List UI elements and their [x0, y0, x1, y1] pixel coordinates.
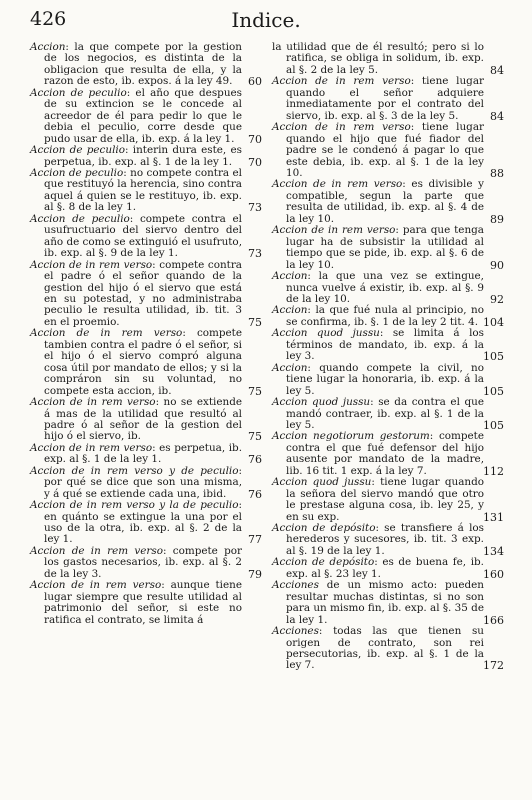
entry-page-ref: 105 — [483, 384, 504, 398]
index-entry — [30, 260, 262, 329]
running-title: Indice. — [231, 8, 301, 32]
index-entry — [30, 466, 262, 500]
index-entry — [272, 328, 504, 362]
entry-term: Accion quod jussu — [272, 327, 380, 340]
index-entry — [30, 443, 262, 466]
entry-text: de un mismo acto: pueden resultar muchas distintas, si no son para un mismo fin, ib. exp. al §. 35 de la ley 1. — [286, 579, 484, 626]
entry-page-ref: 79 — [248, 567, 262, 581]
index-entry — [30, 168, 262, 214]
entry-page-ref: 166 — [483, 613, 504, 627]
entry-term: Accion de in rem verso — [30, 544, 163, 557]
entry-text: : compete tambien contra el padre ó el señor, si el hijo ó el siervo compró alguna cosa útil por mandato de ellos; y si la compráron sin su voluntad, no compete esta accion, ib. — [44, 327, 243, 397]
entry-term: Accion — [272, 361, 308, 374]
entry-text: : por qué se dice que son una misma, y á qué se extiende cada una, ibid. — [44, 464, 242, 500]
index-entry — [30, 88, 262, 145]
entry-text: : no se extiende á mas de la utilidad que resultó al padre ó al señor de la gestion del hijo ó el siervo, ib. — [44, 396, 243, 443]
entry-page-ref: 84 — [490, 109, 504, 123]
entry-page-ref: 172 — [483, 659, 504, 673]
index-entry — [30, 145, 262, 168]
index-entry — [272, 431, 504, 477]
entry-text: : todas las que tienen su origen de contrato, son rei persecutorias, ib. exp. al §. 1 de la ley 7. — [286, 625, 484, 672]
index-entry — [272, 626, 504, 672]
index-entry — [272, 179, 504, 225]
entry-term: Accion de in rem verso — [30, 396, 156, 409]
index-entry — [30, 328, 262, 397]
entry-term: Accion de in rem verso — [30, 441, 153, 454]
entry-text: : aunque tiene lugar siempre que resulte utilidad al patrimonio del señor, si este no ratifica el contrato, se limita á — [44, 579, 243, 626]
entry-text: : interin dura este, es perpetua, ib. exp. al §. 1 de la ley 1. — [44, 144, 242, 168]
index-entry — [272, 122, 504, 179]
entry-term: Accion — [272, 304, 308, 317]
entry-term: Accion quod jussu — [272, 396, 371, 409]
entry-text: : se limita á los términos de mandato, ib. exp. á la ley 3. — [286, 327, 484, 363]
index-entry — [30, 42, 262, 88]
entry-term: Accion de peculio — [30, 144, 125, 157]
entry-text: : para que tenga lugar ha de subsistir la utilidad al tiempo que se pide, ib. exp. al §. 6 de la ley 10. — [286, 224, 484, 271]
entry-text: : compete contra el usufructuario del siervo dentro del año de como se extinguió el usufruto, ib. exp. al §. 9 de la ley 1. — [44, 212, 242, 260]
index-entry — [30, 546, 262, 580]
index-column-left — [30, 42, 262, 626]
entry-text: : es de buena fe, ib. exp. al §. 23 ley 1. — [286, 556, 484, 580]
page-header — [30, 8, 502, 36]
entry-page-ref: 131 — [483, 510, 504, 524]
index-entry — [30, 214, 262, 260]
entry-page-ref: 76 — [248, 453, 262, 467]
entry-page-ref: 92 — [490, 292, 504, 306]
entry-text: : compete por los gastos necesarios, ib. exp. al §. 2 de la ley 3. — [44, 544, 242, 580]
entry-text: : la que fué nula al principio, no se confirma, ib. §. 1 de la ley 2 tit. 4. — [286, 304, 484, 328]
entry-text: : se transfiere á los herederos y sucesores, ib. tit. 3 exp. al §. 19 de la ley 1. — [286, 522, 484, 557]
entry-page-ref: 88 — [490, 166, 504, 180]
entry-page-ref: 73 — [248, 247, 262, 261]
index-entry — [272, 76, 504, 122]
entry-page-ref: 90 — [490, 258, 504, 272]
index-column-right — [272, 42, 504, 672]
entry-text: : no compete contra el que restituyó la herencia, sino contra aquel á quien se le restituyo, ib. exp. al §. 8 de la ley 1. — [44, 166, 242, 214]
entry-term: Accion negotiorum gestorum — [272, 430, 430, 443]
entry-text: : tiene lugar quando la señora del siervo mandó que otro le prestase alguna cosa, ib. ley 25, y en su exp. — [286, 476, 484, 523]
index-entry — [30, 500, 262, 546]
entry-text: : la que una vez se extingue, nunca vuelve á existir, ib. exp. al §. 9 de la ley 10. — [286, 270, 484, 305]
entry-page-ref: 160 — [483, 567, 504, 581]
entry-page-ref: 70 — [248, 132, 262, 146]
index-entry — [272, 523, 504, 557]
entry-term: Accion de in rem verso — [272, 224, 396, 237]
entry-term: Accion de depósito — [272, 556, 375, 569]
page-number: 426 — [30, 8, 67, 30]
index-entry — [30, 580, 262, 626]
entry-term: Accion de in rem verso — [272, 121, 411, 134]
entry-term: Accion de peculio — [30, 166, 124, 179]
index-entry — [272, 477, 504, 523]
index-entry — [30, 397, 262, 443]
index-entry — [272, 580, 504, 626]
index-entry — [272, 397, 504, 431]
entry-page-ref: 60 — [248, 75, 262, 89]
entry-term: Accion — [272, 270, 308, 283]
entry-page-ref: 105 — [483, 418, 504, 432]
index-entry — [272, 271, 504, 305]
entry-text: : la que compete por la gestion de los negocios, es distinta de la obligacion que resulta de ella, y la razon de esto, ib. expos. á la ley 49. — [44, 41, 242, 88]
entry-page-ref: 84 — [490, 63, 504, 77]
entry-page-ref: 112 — [483, 464, 504, 478]
entry-text: : se da contra el que mandó contraer, ib. exp. al §. 1 de la ley 5. — [286, 396, 484, 431]
entry-term: Accion de in rem verso — [30, 579, 162, 592]
entry-term: Accion de in rem verso y de peculio — [30, 464, 239, 477]
index-entry — [272, 225, 504, 271]
entry-page-ref: 73 — [248, 201, 262, 215]
entry-text: : en quánto se extingue la una por el uso de la otra, ib. exp. al §. 2 de la ley 1. — [44, 499, 242, 546]
entry-page-ref: 75 — [248, 430, 262, 444]
entry-page-ref: 89 — [490, 212, 504, 226]
entry-page-ref: 134 — [483, 544, 504, 558]
entry-page-ref: 75 — [248, 315, 262, 329]
entry-term: Accion de peculio — [30, 86, 127, 99]
entry-term: Acciones — [272, 625, 319, 638]
entry-text: : es divisible y compatible, segun la parte que resulta de utilidad, ib. exp. al §. 4 de la ley 10. — [286, 178, 484, 225]
entry-text: : tiene lugar quando el hijo que fué fiador del padre se le condenó á pagar lo que este debia, ib. exp. al §. 1 de la ley 10. — [286, 121, 484, 179]
entry-page-ref: 104 — [483, 315, 504, 329]
index-entry — [272, 557, 504, 580]
entry-text: la utilidad que de él resultó; pero si lo ratifica, se obliga in solidum, ib. exp. al §. 2 de la ley 5. — [272, 41, 484, 76]
index-entry — [272, 42, 504, 76]
index-entry — [272, 363, 504, 397]
entry-page-ref: 77 — [248, 533, 262, 547]
entry-page-ref: 105 — [483, 350, 504, 364]
entry-text: : el año que despues de su extincion se le concede al acreedor de él para pedir lo que le debia el peculio, corre desde que pudo usar de ella, ib. exp. á la ley 1. — [44, 86, 242, 145]
entry-term: Accion quod jussu — [272, 476, 372, 489]
entry-term: Accion de depósito — [272, 522, 376, 535]
index-entry — [272, 305, 504, 328]
entry-text: : compete contra el que fué defensor del hijo ausente por mandato de la madre, lib. 16 tit. 1 exp. á la ley 7. — [286, 430, 484, 477]
entry-text: : tiene lugar quando el señor adquiere inmediatamente por el contrato del siervo, ib. exp. al §. 3 de la ley 5. — [286, 75, 484, 122]
entry-term: Accion — [30, 41, 66, 53]
entry-text: : es perpetua, ib. exp. al §. 1 de la ley 1. — [44, 441, 242, 466]
entry-term: Accion de in rem verso — [30, 327, 183, 340]
entry-term: Accion de in rem verso — [272, 75, 411, 88]
entry-term: Accion de peculio — [30, 212, 130, 225]
entry-page-ref: 75 — [248, 384, 262, 398]
entry-term: Acciones — [272, 579, 319, 592]
entry-text: : quando compete la civil, no tiene lugar la honoraria, ib. exp. á la ley 5. — [286, 361, 484, 397]
entry-term: Accion de in rem verso — [30, 258, 153, 271]
entry-page-ref: 76 — [248, 487, 262, 501]
entry-page-ref: 70 — [248, 155, 262, 169]
entry-term: Accion de in rem verso — [272, 178, 403, 191]
entry-term: Accion de in rem verso y la de peculio — [30, 499, 239, 512]
entry-text: : compete contra el padre ó el señor quando de la gestion del hijo ó el siervo que está en su potestad, y no administraba peculio le resulta utilidad, ib. tit. 3 en el proemio. — [44, 258, 243, 328]
